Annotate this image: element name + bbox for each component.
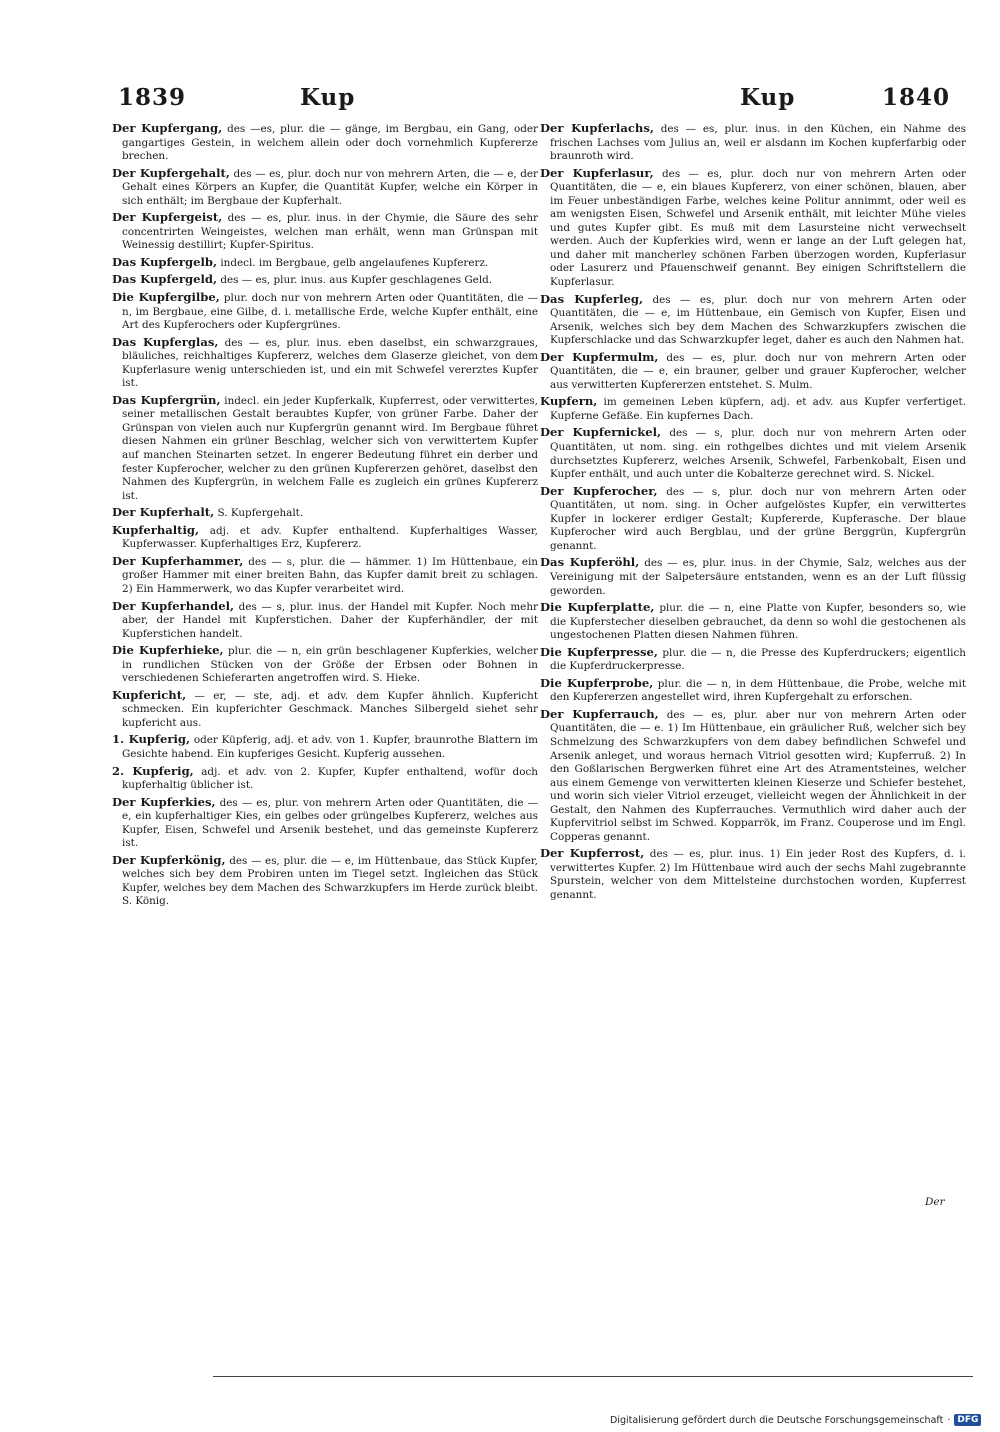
dictionary-entry <box>540 646 966 674</box>
entry-headword: Der Kupferlasur, <box>540 165 654 180</box>
dictionary-entry <box>112 291 538 333</box>
entry-text: plur. die — n, die Presse des Kupferdruckers; eigentlich die Kupferdruckerpresse. <box>550 646 966 673</box>
entry-text: S. Kupfergehalt. <box>217 507 304 520</box>
dictionary-entry <box>540 122 966 164</box>
left-running-head: Kup <box>300 84 356 111</box>
right-page-number: 1840 <box>882 84 951 111</box>
entry-headword: Die Kupfergilbe, <box>112 290 220 305</box>
entry-headword: Der Kupferkönig, <box>112 852 226 867</box>
entry-headword: Der Kupfergehalt, <box>112 165 230 180</box>
entry-text: adj. et adv. Kupfer enthaltend. Kupferhaltiges Wasser, Kupferwasser. Kupferhaltiges Erz, Kupfererz. <box>122 524 538 551</box>
entry-text: des — es, plur. inus. in der Chymie, Salz, welches aus der Vereinigung mit der Salpetersäure entstanden, wenn es an der Luft flüssig geworden. <box>550 557 966 597</box>
dictionary-entry <box>540 167 966 290</box>
entry-text: des — es, plur. doch nur von mehrern Arten oder Quantitäten, die — e, ein brauner, gelber und grauer Kupferocher, welcher aus verwitterten Kupfererzen entstehet. S. Mulm. <box>550 351 967 391</box>
entry-text: des — s, plur. die — hämmer. 1) Im Hüttenbaue, ein großer Hammer mit einer breiten Bahn, das Kupfer damit breit zu schlagen. 2) Ein Hammerwerk, wo das Kupfer verarbeitet wird. <box>122 555 538 595</box>
dictionary-entry <box>112 600 538 642</box>
entry-text: des —es, plur. die — gänge, im Bergbau, ein Gang, oder gangartiges Gestein, in welchem allein oder doch vornehmlich Kupfererze brechen. <box>122 123 538 163</box>
dictionary-entry <box>112 555 538 597</box>
entry-headword: 2. Kupferig, <box>112 763 194 778</box>
entry-text: des — es, plur. inus. eben daselbst, ein schwarzgraues, bläuliches, reichhaltiges Kupfererz, welches dem Glaserze gleichet, von dem Kupferlasure wenig unterschieden ist, und ein mit Schwefel vererztes Kupfer ist. <box>122 336 538 390</box>
entry-headword: Der Kupferlachs, <box>540 121 654 135</box>
entry-text: des — es, plur. inus. 1) Ein jeder Rost des Kupfers, d. i. verwittertes Kupfer. 2) Im Hüttenbaue wird auch der sechs Mahl zugebrannte Spurstein, welcher von dem Mittelsteine durchstochen worden, Kupferrest genannt. <box>550 848 966 901</box>
entry-headword: Das Kupferöhl, <box>540 555 640 570</box>
dictionary-entry <box>112 733 538 761</box>
entry-headword: Der Kupferkies, <box>112 794 216 809</box>
footer-text: Digitalisierung gefördert durch die Deutsche Forschungsgemeinschaft <box>610 1414 944 1426</box>
dictionary-entry <box>112 524 538 552</box>
entry-headword: Der Kupfergeist, <box>112 210 223 225</box>
dictionary-entry <box>112 167 538 209</box>
entry-headword: Die Kupferprobe, <box>540 675 654 690</box>
dictionary-entry <box>540 485 966 554</box>
entry-text: oder Küpferig, adj. et adv. von 1. Kupfer, braunrothe Blattern im Gesichte habend. Ein kupferiges Gesicht. Kupferig aussehen. <box>122 734 538 760</box>
entry-text: im gemeinen Leben küpfern, adj. et adv. aus Kupfer verfertiget. Kupferne Gefäße. Ein kupfernes Dach. <box>550 396 966 422</box>
entry-headword: Der Kupferrauch, <box>540 706 659 721</box>
entry-headword: 1. Kupferig, <box>112 732 191 747</box>
entry-headword: Der Kupfernickel, <box>540 425 662 440</box>
right-column <box>540 122 966 906</box>
entry-headword: Kupfericht, <box>112 687 187 702</box>
entry-text: des — s, plur. doch nur von mehrern Arten oder Quantitäten, ut nom. sing. in Ocher aufgelöstes Kupfer, ein verwittertes Kupfer in lockerer erdiger Gestalt; Kupfererde, Kupferasche. Der blaue Kupferocher wird auch Bergblau, und der grüne Berggrün, Kupfergrün genannt. <box>550 485 966 552</box>
entry-text: des — es, plur. doch nur von mehrern Arten, die — e, der Gehalt eines Körpers an Kupfer, die Quantität Kupfer, welche ein Körper in sich enthält; im Bergbaue der Kupferhalt. <box>122 167 539 207</box>
entry-headword: Der Kupfergang, <box>112 121 223 135</box>
entry-text: adj. et adv. von 2. Kupfer, Kupfer enthaltend, wofür doch kupferhaltig üblicher ist. <box>122 765 538 792</box>
dictionary-entry <box>112 394 538 503</box>
dictionary-entry <box>112 211 538 253</box>
entry-headword: Der Kupferhammer, <box>112 553 244 568</box>
dictionary-entry <box>540 847 966 902</box>
entry-headword: Der Kupferrost, <box>540 846 645 861</box>
entry-headword: Das Kupfergrün, <box>112 392 221 407</box>
entry-text: des — es, plur. von mehrern Arten oder Quantitäten, die — e, ein kupferhaltiger Kies, ein gelbes oder grüngelbes Kupfererz, welches aus Kupfer, Eisen, Schwefel und Arsenik bestehet, und das gemeinste Kupfererz ist. <box>122 796 538 850</box>
dictionary-entry <box>112 689 538 731</box>
entry-text: des — es, plur. inus. in der Chymie, die Säure des sehr concentrirten Weingeistes, welchen man erhält, wenn man Grünspan mit Weinessig destillirt; Kupfer-Spiritus. <box>122 212 538 252</box>
entry-text: plur. die — n, eine Platte von Kupfer, besonders so, wie die Kupferstecher dieselben gebrauchet, da denn so wohl die gestochenen als ungestochenen Platten diesen Nahmen führen. <box>550 602 966 642</box>
catchword: Der <box>925 1196 945 1208</box>
dictionary-entry <box>540 601 966 643</box>
left-page-number: 1839 <box>118 84 187 111</box>
entry-text: des — es, plur. inus. in den Küchen, ein Nahme des frischen Lachses vom Julius an, weil er alsdann im Kochen kupferfarbig oder braunroth wird. <box>550 123 967 163</box>
entry-headword: Der Kupfermulm, <box>540 349 659 364</box>
dictionary-entry <box>112 506 538 521</box>
entry-text: plur. die — n, ein grün beschlagener Kupferkies, welcher in rundlichen Stücken von der Größe der Erbsen oder Bohnen in verschiedenen Schieferarten angetroffen wird. S. Hieke. <box>122 645 538 685</box>
dictionary-entry <box>540 426 966 481</box>
entry-text: des — es, plur. inus. aus Kupfer geschlagenes Geld. <box>220 274 493 287</box>
dictionary-entry <box>112 796 538 851</box>
dictionary-entry <box>540 556 966 598</box>
dictionary-entry <box>112 644 538 686</box>
dictionary-entry <box>112 273 538 288</box>
entry-text: des — es, plur. die — e, im Hüttenbaue, das Stück Kupfer, welches sich bey dem Probiren unten im Tiegel setzt. Ingleichen das Stück Kupfer, welches bey dem Machen des Schwarzkupfers im Herde zurück bleibt. S. König. <box>122 854 538 908</box>
dictionary-entry <box>112 765 538 793</box>
entry-headword: Das Kupfergeld, <box>112 272 217 287</box>
entry-headword: Kupferhaltig, <box>112 522 200 537</box>
bottom-rule <box>213 1376 973 1377</box>
entry-headword: Der Kupferhalt, <box>112 505 215 520</box>
entry-headword: Das Kupfergelb, <box>112 254 217 269</box>
entry-text: des — s, plur. doch nur von mehrern Arten oder Quantitäten, ut nom. sing. ein rothgelbes dichtes und mit vielem Arsenik durchsetztes Kupfererz, welches Arsenik, Schwefel, Farbenkobalt, Eisen und Kupfer enthält, und auch unter die Kobalterze gerechnet wird. S. Nickel. <box>550 427 967 481</box>
entry-text: indecl. ein jeder Kupferkalk, Kupferrest, oder verwittertes, seiner metallischen Gestalt beraubtes Kupfer, von grüner Farbe. Daher der Grünspan von vielen auch nur Kupfergrün genannt wird. Im Bergbaue führet diesen Nahmen ein grüner Beschlag, welcher sich von verwittertem Kupfer auf manchen Steinarten setzet. In engerer Bedeutung führet ein derber und fester Kupferocher, welcher zu den grünen Kupfererzen gehöret, daselbst den Nahmen des Kupfergrün, in welchem Falle es zugleich ein grünes Kupfererz ist. <box>122 394 538 502</box>
dfg-logo-icon: DFG <box>954 1414 981 1426</box>
entry-text: plur. die — n, in dem Hüttenbaue, die Probe, welche mit den Kupfererzen angestellet wird, ihren Kupfergehalt zu erforschen. <box>550 677 966 704</box>
dictionary-entry <box>540 351 966 393</box>
dictionary-entry <box>112 256 538 271</box>
dictionary-entry <box>112 336 538 391</box>
entry-text: indecl. im Bergbaue, gelb angelaufenes Kupfererz. <box>220 256 489 269</box>
dictionary-entry <box>540 677 966 705</box>
digitization-footer: Digitalisierung gefördert durch die Deutsche Forschungsgemeinschaft · DFG <box>610 1412 995 1428</box>
dictionary-entry <box>112 122 538 164</box>
right-running-head: Kup <box>740 84 796 111</box>
entry-text: des — s, plur. inus. der Handel mit Kupfer. Noch mehr aber, der Handel mit Kupferstichen. Daher der Kupferhändler, der mit Kupferstichen handelt. <box>122 600 538 640</box>
dictionary-entry <box>540 293 966 348</box>
entry-headword: Die Kupferplatte, <box>540 600 655 615</box>
entry-headword: Das Kupferglas, <box>112 334 219 349</box>
entry-text: des — es, plur. aber nur von mehrern Arten oder Quantitäten, die — e. 1) Im Hüttenbaue, ein gräulicher Ruß, welcher sich bey Schmelzung des Schwarzkupfers von dem dabey befindlichen Schwefel und Arsenik anleget, und woraus hernach Vitriol gesotten wird; Kupferruß. 2) In den Goßlarischen Bergwerken führet eine Art des Atramentsteines, welcher aus einem Gemenge von verwitterten kleinen Kieserze und Schiefer bestehet, und worin sich vieler Vitriol erzeuget, vielleicht wegen der Ähnlichkeit in der Gestalt, den Nahmen des Kupferrauches. Vermuthlich wird daher auch der Kupfervitriol selbst im Schwed. Kopparrök, im Franz. Couperose und im Engl. Copperas genannt. <box>550 708 966 843</box>
entry-headword: Die Kupferpresse, <box>540 644 658 659</box>
entry-headword: Die Kupferhieke, <box>112 643 224 658</box>
dictionary-entry <box>540 395 966 423</box>
entry-headword: Der Kupferhandel, <box>112 598 235 613</box>
entry-headword: Der Kupferocher, <box>540 483 658 498</box>
left-column <box>112 122 538 912</box>
entry-text: — er, — ste, adj. et adv. dem Kupfer ähnlich. Kupfericht schmecken. Ein kupferichter Geschmack. Manches Silbergeld siehet sehr kupfericht aus. <box>122 689 538 729</box>
dictionary-entry <box>112 854 538 909</box>
entry-text: des — es, plur. doch nur von mehrern Arten oder Quantitäten, die — e, ein blaues Kupfererz, von einer schönen, blauen, aber im Feuer unbeständigen Farbe, welches keine Politur annimmt, oder weil es am wenigsten Eisen, Schwefel und Arsenik enthält, mit leichter Mühe vieles und gutes Kupfer gibt. Es muß mit dem Lasursteine nicht verwechselt werden. Auch der Kupferkies wird, wenn er lange an der Luft gelegen hat, und daher mit mancherley schönen Farben überzogen worden, Kupferlasur oder Lasurerz und Pfauenschweif genannt. Bey einigen Schriftstellern die Kupferlasur. <box>550 167 967 289</box>
entry-text: plur. doch nur von mehrern Arten oder Quantitäten, die — n, im Bergbaue, eine Gilbe, d. i. metallische Erde, welche Kupfer enthält, eine Art des Kupferochers oder Kupfergrünes. <box>122 292 538 332</box>
dictionary-entry <box>540 708 966 844</box>
entry-headword: Kupfern, <box>540 394 598 409</box>
entry-headword: Das Kupferleg, <box>540 291 644 306</box>
entry-text: des — es, plur. doch nur von mehrern Arten oder Quantitäten, die — e, im Hüttenbaue, ein Gemisch von Kupfer, Eisen und Arsenik, welches sich bey dem Machen des Schwarzkupfers zwischen die Kupferschlacke und das Schwarzkupfer leget, daher es auch den Nahmen hat. <box>550 293 966 347</box>
